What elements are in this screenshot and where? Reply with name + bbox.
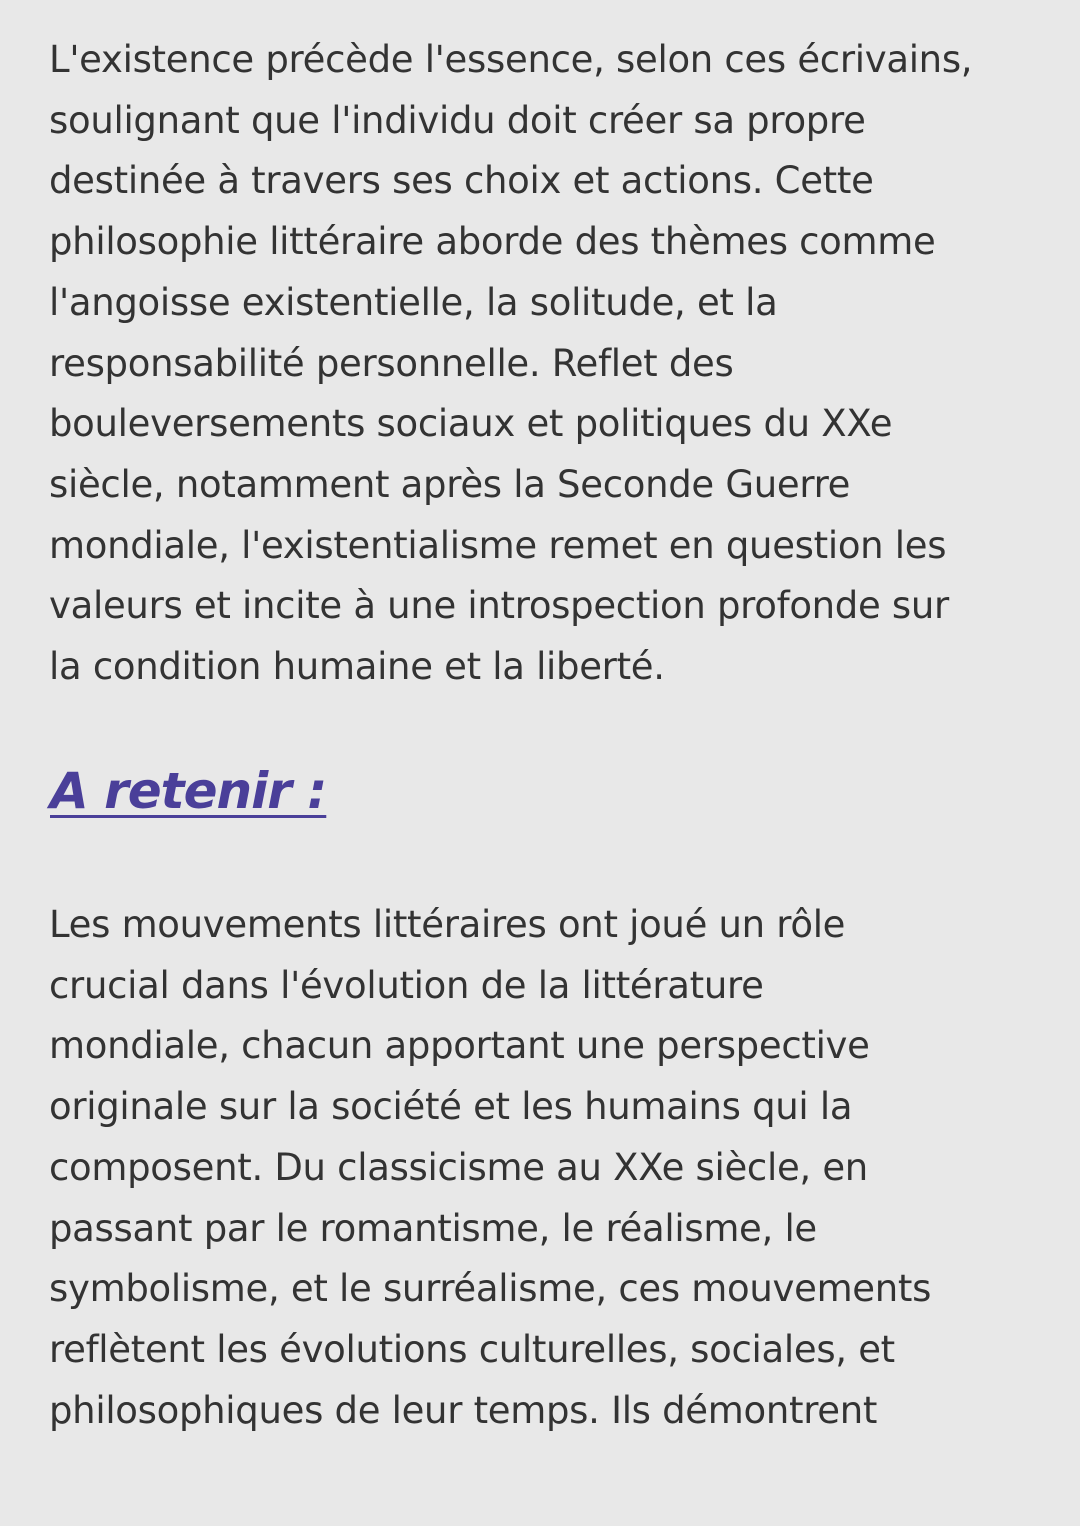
paragraph-existentialism [49,30,1059,698]
paragraph-summary [49,895,1059,1441]
text-line: passant par le romantisme, le réalisme, le [49,1206,817,1250]
section-heading: A retenir : [50,762,327,820]
text-line: Les mouvements littéraires ont joué un rôle [49,903,846,946]
text-line: symbolisme, et le surréalisme, ces mouvements [49,1267,932,1311]
text-line: crucial dans l'évolution de la littérature [49,963,764,1007]
text-line: mondiale, chacun apportant une perspective [49,1024,870,1068]
text-line: soulignant que l'individu doit créer sa propre [49,98,866,142]
text-line: L'existence précède l'essence, selon ces écrivains, [49,38,973,81]
text-line: destinée à travers ses choix et actions. Cette [49,159,874,203]
text-line: valeurs et incite à une introspection profonde sur [49,584,949,628]
text-line: composent. Du classicisme au XXe siècle, en [49,1145,868,1189]
text-line: mondiale, l'existentialisme remet en question les [49,523,947,567]
text-line: responsabilité personnelle. Reflet des [49,341,734,385]
text-line: la condition humaine et la liberté. [49,645,665,689]
text-line: philosophie littéraire aborde des thèmes comme [49,220,936,264]
text-line: originale sur la société et les humains qui la [49,1085,853,1129]
text-line: philosophiques de leur temps. Ils démontrent [49,1388,878,1432]
text-line: reflètent les évolutions culturelles, sociales, et [49,1327,895,1371]
text-line: siècle, notamment après la Seconde Guerre [49,462,851,506]
text-line: bouleversements sociaux et politiques du XXe [49,402,893,446]
text-line: l'angoisse existentielle, la solitude, et la [49,280,778,324]
